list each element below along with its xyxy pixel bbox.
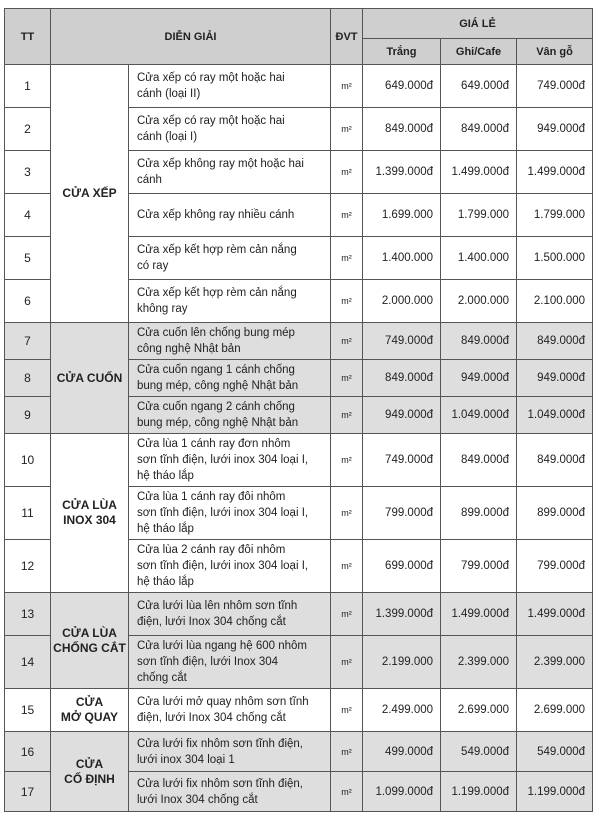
price-white: 849.000đ xyxy=(363,108,441,151)
price-wood: 2.399.000 xyxy=(517,636,593,689)
table-row xyxy=(5,593,593,636)
product-group-name: CỬA LÙA xyxy=(62,498,117,512)
price-grey-cafe: 1.400.000 xyxy=(441,237,517,280)
table-row xyxy=(5,732,593,772)
row-number: 17 xyxy=(5,772,51,812)
description xyxy=(129,194,331,237)
table-row xyxy=(5,323,593,360)
description-line: sơn tĩnh điện, lưới Inox 304 xyxy=(137,656,279,668)
price-grey-cafe: 899.000đ xyxy=(441,487,517,540)
row-number: 15 xyxy=(5,689,51,732)
description-line: Cửa lưới lùa lên nhôm sơn tĩnh xyxy=(137,600,298,612)
header-retail-price: GIÁ LẺ xyxy=(363,9,593,39)
description-line: Cửa lưới fix nhôm sơn tĩnh điện, xyxy=(137,737,303,750)
description-line: hệ tháo lắp xyxy=(137,523,194,535)
description-line: công nghệ Nhật bản xyxy=(137,343,241,355)
price-grey-cafe: 1.799.000 xyxy=(441,194,517,237)
header-grey-cafe: Ghi/Cafe xyxy=(441,39,517,65)
description xyxy=(129,434,331,487)
description-line: lưới Inox 304 chống cắt xyxy=(137,793,258,806)
price-grey-cafe: 2.000.000 xyxy=(441,280,517,323)
price-white: 849.000đ xyxy=(363,360,441,397)
row-number: 3 xyxy=(5,151,51,194)
description xyxy=(129,636,331,689)
description xyxy=(129,65,331,108)
row-number: 8 xyxy=(5,360,51,397)
description-line: Cửa lùa 2 cánh ray đôi nhôm xyxy=(137,544,286,556)
description-line: chống cắt xyxy=(137,672,187,684)
description-line: điện, lưới Inox 304 chống cắt xyxy=(137,712,286,724)
unit: m² xyxy=(331,772,363,812)
price-table xyxy=(4,8,593,812)
price-grey-cafe: 1.049.000đ xyxy=(441,397,517,434)
unit: m² xyxy=(331,323,363,360)
description-line: Cửa lưới mở quay nhôm sơn tĩnh xyxy=(137,696,309,708)
description-line: có ray xyxy=(137,260,169,272)
product-group-name: CỬA xyxy=(75,756,104,771)
table-row xyxy=(5,434,593,487)
description xyxy=(129,151,331,194)
price-white: 2.000.000 xyxy=(363,280,441,323)
price-white: 1.400.000 xyxy=(363,237,441,280)
price-white: 749.000đ xyxy=(363,434,441,487)
row-number: 1 xyxy=(5,65,51,108)
table-row xyxy=(5,65,593,108)
price-grey-cafe: 849.000đ xyxy=(441,108,517,151)
row-number: 11 xyxy=(5,487,51,540)
unit: m² xyxy=(331,237,363,280)
price-grey-cafe: 799.000đ xyxy=(441,540,517,593)
price-grey-cafe: 949.000đ xyxy=(441,360,517,397)
description-line: cánh (loại II) xyxy=(137,88,201,100)
row-number: 9 xyxy=(5,397,51,434)
description-line: sơn tĩnh điện, lưới inox 304 loại I, xyxy=(137,560,309,572)
price-white: 2.199.000 xyxy=(363,636,441,689)
description xyxy=(129,397,331,434)
description-line: Cửa cuốn ngang 1 cánh chống xyxy=(137,364,295,376)
price-wood: 949.000đ xyxy=(517,360,593,397)
row-number: 6 xyxy=(5,280,51,323)
row-number: 2 xyxy=(5,108,51,151)
description-line: bung mép, công nghệ Nhật bản xyxy=(137,380,299,392)
header-unit: ĐVT xyxy=(331,9,363,65)
description xyxy=(129,593,331,636)
description xyxy=(129,540,331,593)
product-group-name: CỬA LÙA xyxy=(62,625,117,640)
price-wood: 1.799.000 xyxy=(517,194,593,237)
price-wood: 899.000đ xyxy=(517,487,593,540)
unit: m² xyxy=(331,194,363,237)
price-grey-cafe: 549.000đ xyxy=(441,732,517,772)
product-group-name-line2: INOX 304 xyxy=(63,513,116,527)
price-white: 749.000đ xyxy=(363,323,441,360)
unit: m² xyxy=(331,280,363,323)
price-grey-cafe: 849.000đ xyxy=(441,434,517,487)
header-tt: TT xyxy=(5,9,51,65)
price-grey-cafe: 849.000đ xyxy=(441,323,517,360)
description xyxy=(129,732,331,772)
unit: m² xyxy=(331,689,363,732)
price-grey-cafe: 649.000đ xyxy=(441,65,517,108)
price-grey-cafe: 1.499.000đ xyxy=(441,593,517,636)
price-white: 2.499.000 xyxy=(363,689,441,732)
price-white: 1.399.000đ xyxy=(363,593,441,636)
row-number: 12 xyxy=(5,540,51,593)
price-grey-cafe: 1.499.000đ xyxy=(441,151,517,194)
row-number: 10 xyxy=(5,434,51,487)
description xyxy=(129,280,331,323)
price-wood: 799.000đ xyxy=(517,540,593,593)
unit: m² xyxy=(331,108,363,151)
price-wood: 949.000đ xyxy=(517,108,593,151)
description-line: Cửa lùa 1 cánh ray đôi nhôm xyxy=(137,491,286,503)
product-group xyxy=(51,323,129,434)
price-white: 699.000đ xyxy=(363,540,441,593)
row-number: 5 xyxy=(5,237,51,280)
price-wood: 849.000đ xyxy=(517,323,593,360)
unit: m² xyxy=(331,540,363,593)
header-wood: Vân gỗ xyxy=(517,39,593,65)
price-white: 799.000đ xyxy=(363,487,441,540)
product-group-name-line2: CHỐNG CẮT xyxy=(53,640,126,655)
unit: m² xyxy=(331,636,363,689)
product-group-name-line2: MỞ QUAY xyxy=(60,710,119,724)
description xyxy=(129,487,331,540)
description-line: Cửa lưới fix nhôm sơn tĩnh điện, xyxy=(137,777,303,790)
unit: m² xyxy=(331,593,363,636)
row-number: 14 xyxy=(5,636,51,689)
header-white: Trắng xyxy=(363,39,441,65)
description-line: hệ tháo lắp xyxy=(137,576,194,588)
price-wood: 2.100.000 xyxy=(517,280,593,323)
price-white: 1.099.000đ xyxy=(363,772,441,812)
description-line: Cửa xếp kết hợp rèm cản nắng xyxy=(137,287,297,299)
description-line: Cửa xếp không ray một hoặc hai xyxy=(137,158,304,170)
price-grey-cafe: 2.399.000 xyxy=(441,636,517,689)
description xyxy=(129,323,331,360)
description-line: sơn tĩnh điện, lưới inox 304 loại I, xyxy=(137,507,309,519)
description-line: Cửa cuốn ngang 2 cánh chống xyxy=(137,401,295,413)
price-wood: 1.199.000đ xyxy=(517,772,593,812)
row-number: 7 xyxy=(5,323,51,360)
product-group-name-line2: CỐ ĐỊNH xyxy=(64,771,115,786)
description xyxy=(129,108,331,151)
description xyxy=(129,772,331,812)
description-line: Cửa lưới lùa ngang hệ 600 nhôm xyxy=(137,640,307,652)
description-line: Cửa xếp có ray một hoặc hai xyxy=(137,115,285,127)
description-line: sơn tĩnh điện, lưới inox 304 loại I, xyxy=(137,454,309,466)
price-wood: 1.499.000đ xyxy=(517,593,593,636)
price-white: 499.000đ xyxy=(363,732,441,772)
product-group xyxy=(51,689,129,732)
description-line: cánh xyxy=(137,174,162,186)
description xyxy=(129,689,331,732)
description-line: không ray xyxy=(137,303,188,315)
price-wood: 849.000đ xyxy=(517,434,593,487)
price-wood: 2.699.000 xyxy=(517,689,593,732)
product-group xyxy=(51,65,129,323)
price-wood: 1.499.000đ xyxy=(517,151,593,194)
price-wood: 1.049.000đ xyxy=(517,397,593,434)
price-white: 649.000đ xyxy=(363,65,441,108)
description-line: Cửa xếp có ray một hoặc hai xyxy=(137,72,285,84)
unit: m² xyxy=(331,397,363,434)
row-number: 13 xyxy=(5,593,51,636)
description-line: Cửa lùa 1 cánh ray đơn nhôm xyxy=(137,438,291,450)
product-group xyxy=(51,434,129,593)
header-description: DIỄN GIẢI xyxy=(51,9,331,65)
unit: m² xyxy=(331,65,363,108)
unit: m² xyxy=(331,151,363,194)
price-wood: 749.000đ xyxy=(517,65,593,108)
price-white: 1.399.000đ xyxy=(363,151,441,194)
product-group xyxy=(51,593,129,689)
product-group-name: CỬA XẾP xyxy=(62,186,117,200)
description-line: lưới inox 304 loại 1 xyxy=(137,753,235,766)
product-group xyxy=(51,732,129,812)
unit: m² xyxy=(331,434,363,487)
price-grey-cafe: 1.199.000đ xyxy=(441,772,517,812)
description xyxy=(129,237,331,280)
price-white: 1.699.000 xyxy=(363,194,441,237)
product-group-name: CỬA xyxy=(75,695,104,709)
unit: m² xyxy=(331,487,363,540)
price-wood: 549.000đ xyxy=(517,732,593,772)
description-line: Cửa xếp kết hợp rèm cản nắng xyxy=(137,244,297,256)
description-line: điện, lưới Inox 304 chống cắt xyxy=(137,616,286,628)
description xyxy=(129,360,331,397)
table-row xyxy=(5,689,593,732)
price-white: 949.000đ xyxy=(363,397,441,434)
product-group-name: CỬA CUỐN xyxy=(56,370,123,385)
price-table-body xyxy=(5,65,593,812)
description-line: hệ tháo lắp xyxy=(137,470,194,482)
description-line: Cửa cuốn lên chống bung mép xyxy=(137,327,295,339)
price-wood: 1.500.000 xyxy=(517,237,593,280)
description-line: bung mép, công nghệ Nhật bản xyxy=(137,417,299,429)
unit: m² xyxy=(331,360,363,397)
description-line: cánh (loại I) xyxy=(137,131,198,143)
unit: m² xyxy=(331,732,363,772)
row-number: 16 xyxy=(5,732,51,772)
price-grey-cafe: 2.699.000 xyxy=(441,689,517,732)
description-line: Cửa xếp không ray nhiều cánh xyxy=(137,209,295,221)
row-number: 4 xyxy=(5,194,51,237)
